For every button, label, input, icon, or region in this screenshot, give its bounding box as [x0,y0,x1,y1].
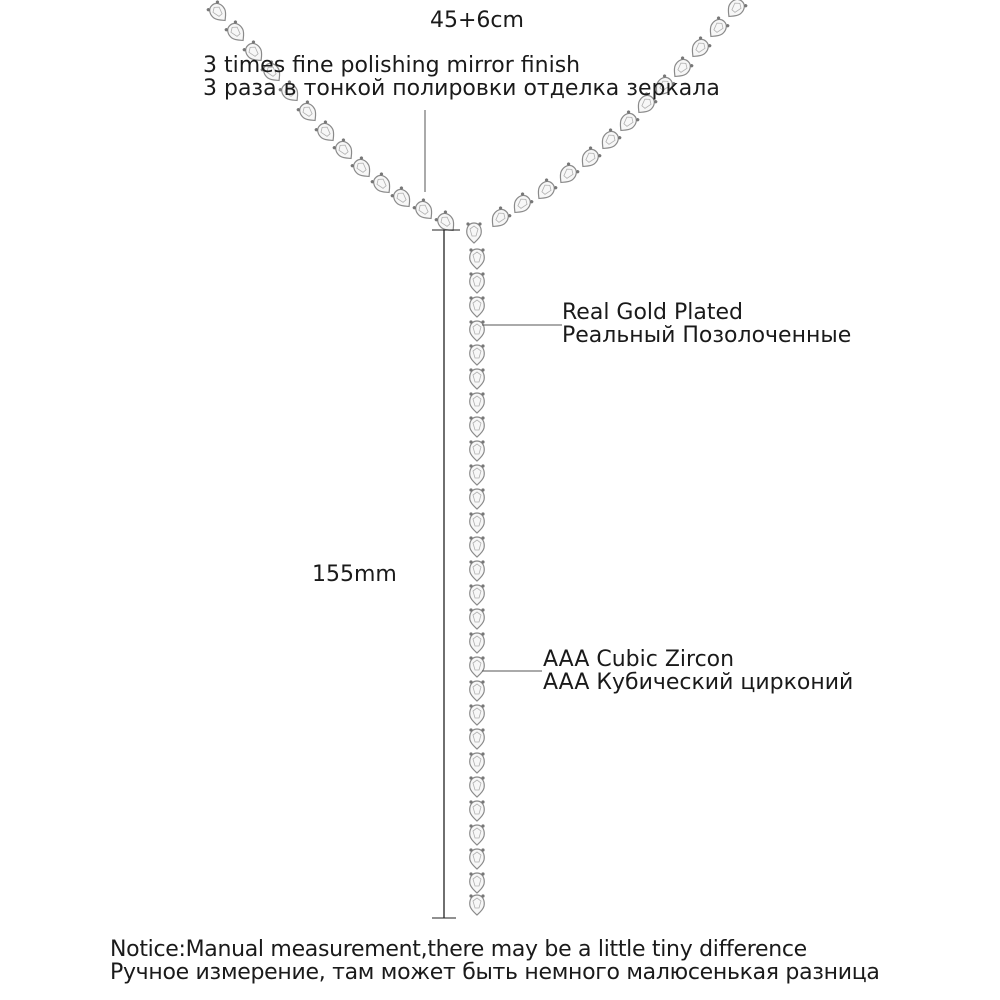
chain-pendant-drop [469,248,484,915]
polish-annotation-ru: 3 раза в тонкой полировки отделка зеркала [203,76,720,102]
measurement-notice-en: Notice:Manual measurement,there may be a little tiny difference [110,937,807,962]
gold-annotation-en: Real Gold Plated [562,300,743,325]
zircon-annotation-ru: AAA Кубический цирконий [543,670,854,696]
polish-annotation-en: 3 times fine polishing mirror finish [203,53,581,78]
zircon-annotation [543,648,853,694]
chain-left-strand [206,0,459,235]
zircon-annotation-en: AAA Cubic Zircon [543,647,735,672]
measurement-notice [110,938,880,984]
pendant-length-label: 155mm [312,562,397,587]
measurement-notice-ru: Ручное измерение, там может быть немного малюсенькая разница [110,960,880,986]
gold-annotation-ru: Реальный Позолоченные [562,323,852,349]
necklace-size-label: 45+6cm [430,8,524,33]
length-dimension-line [432,230,460,918]
gold-annotation [562,301,851,347]
chain-right-strand [487,0,748,231]
polish-annotation [203,54,720,100]
